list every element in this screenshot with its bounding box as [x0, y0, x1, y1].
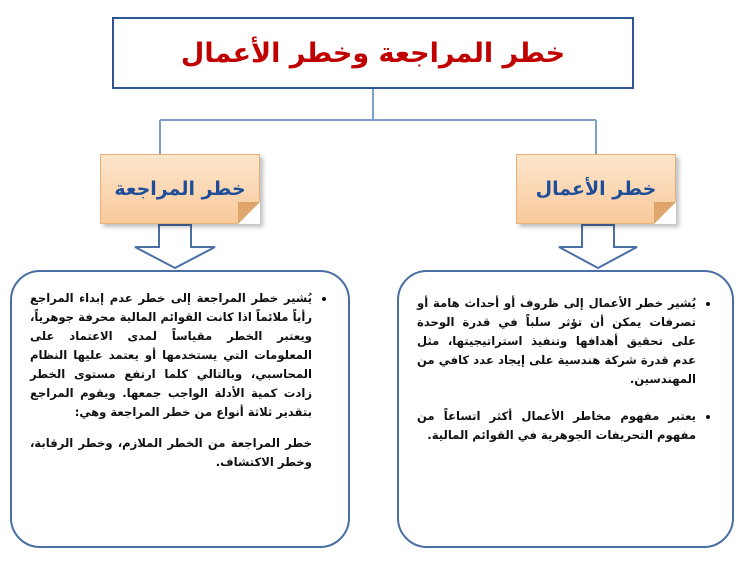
- business-risk-label: خطر الأعمال: [535, 178, 657, 200]
- business-risk-list: [417, 294, 714, 445]
- audit-risk-content: [10, 270, 350, 548]
- audit-risk-bullet: • يُشير خطر المراجعة إلى خطر عدم إبداء المراجع رأياً ملائماً اذا كانت القوائم المالية محرفة جوهرياً، ويعتبر الخطر مقياساً لمدى الاعتماد على المعلومات التي يستخدمها أو يعتمد عليها النظام المحاسبي، وبالتالي كلما ارتفع مستوى الخطر زادت كمية الأدلة الواجب جمعها. ويقوم المراجع بتقدير ثلاثة أنواع من خطر المراجعة وهي:: [30, 289, 312, 422]
- business-risk-bullet-2: • يعتبر مفهوم مخاطر الأعمال أكثر اتساعاً من مفهوم التحريفات الجوهرية في القوائم المالية.: [417, 407, 696, 445]
- business-risk-box: [516, 154, 676, 224]
- audit-risk-box: [100, 154, 260, 224]
- page-title: خطر المراجعة وخطر الأعمال: [180, 37, 566, 69]
- title-box: [112, 17, 634, 89]
- business-risk-content: [397, 270, 734, 548]
- business-risk-bullet-1: • يُشير خطر الأعمال إلى ظروف أو أحداث هامة أو تصرفات يمكن أن تؤثر سلباً في قدرة الوحدة على تحقيق أهدافها وتنفيذ استراتيجيتها، مثل عدم قدرة شركة هندسية على إيجاد عدد كافي من المهندسين.: [417, 294, 696, 389]
- audit-risk-list: [30, 289, 330, 422]
- left-down-arrow-icon: [135, 225, 215, 268]
- audit-risk-label: خطر المراجعة: [114, 178, 246, 200]
- right-down-arrow-icon: [559, 225, 637, 268]
- audit-risk-types: خطر المراجعة من الخطر الملازم، وخطر الرقابة، وخطر الاكتشاف.: [30, 436, 312, 469]
